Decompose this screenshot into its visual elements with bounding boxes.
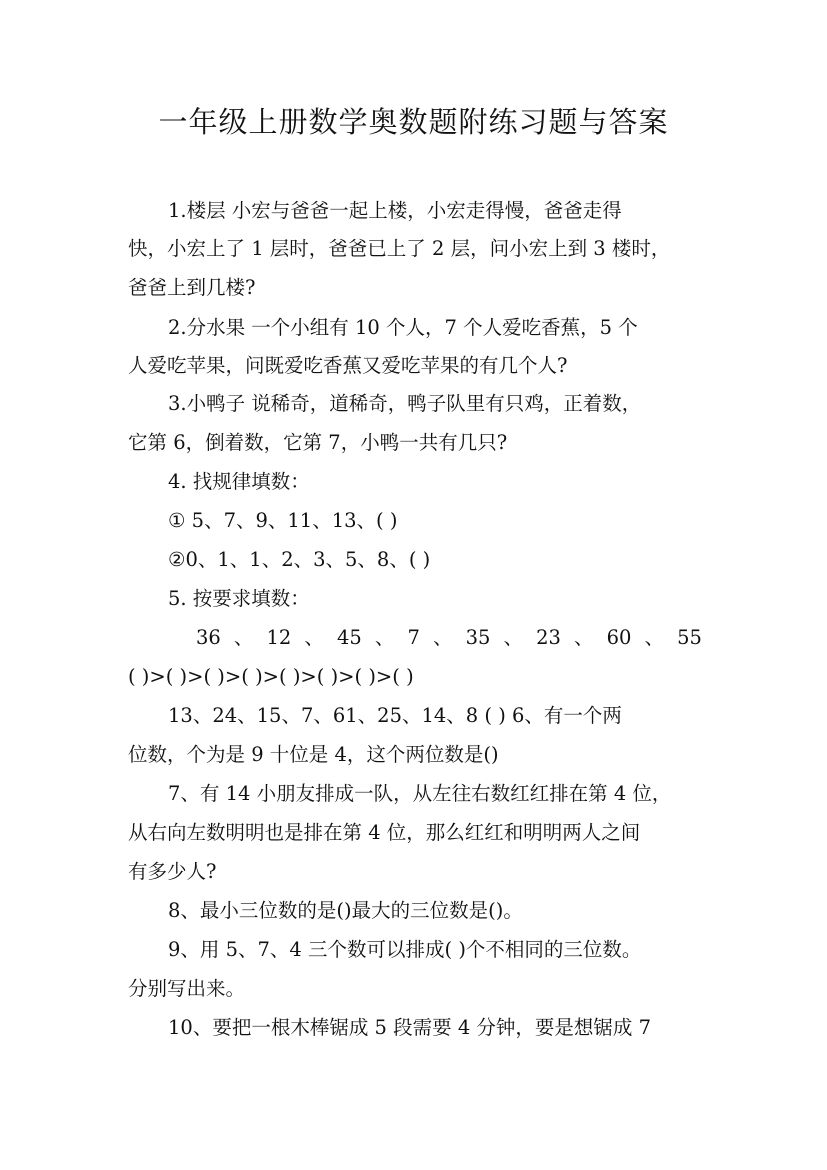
text-line-q7-b: 从右向左数明明也是排在第 4 位，那么红红和明明两人之间 (128, 821, 641, 844)
number-row-item: 60 (606, 626, 632, 649)
document-title: 一年级上册数学奥数题附练习题与答案 (158, 105, 669, 139)
number-row-separator: 、 (433, 626, 453, 649)
text-line-q8: 8、最小三位数的是()最大的三位数是()。 (168, 899, 523, 922)
number-row-item: 7 (407, 626, 420, 649)
number-row-item: 23 (536, 626, 561, 649)
text-line-q1-c: 爸爸上到几楼? (128, 276, 256, 299)
number-row-item: 45 (337, 626, 362, 649)
number-row-item: 55 (677, 626, 702, 649)
text-line-q4-item1: ① 5、7、9、11、13、( ) (168, 509, 398, 532)
text-line-q5-q6: 13、24、15、7、61、25、14、8 ( ) 6、有一个两 (168, 704, 622, 727)
number-row-item: 12 (266, 626, 292, 649)
text-line-q4-item2: ②0、1、1、2、3、5、8、( ) (168, 548, 431, 571)
text-line-q5-heading: 5. 按要求填数： (168, 587, 310, 610)
text-line-q9-b: 分别写出来。 (128, 977, 246, 1000)
text-line-q10-a: 10、要把一根木棒锯成 5 段需要 4 分钟，要是想锯成 7 (168, 1016, 652, 1039)
number-row-separator: 、 (644, 626, 665, 649)
text-line-q6-b: 位数，个为是 9 十位是 4，这个两位数是() (128, 743, 499, 766)
text-line-q2-b: 人爱吃苹果，问既爱吃香蕉又爱吃苹果的有几个人? (128, 354, 568, 377)
text-line-q3-a: 3.小鸭子 说稀奇，道稀奇，鸭子队里有只鸡，正着数， (168, 392, 642, 415)
number-row-separator: 、 (374, 626, 395, 649)
number-row-separator: 、 (574, 626, 594, 649)
text-line-blanks: ( )>( )>( )>( )>( )>( )>( )>( ) (128, 665, 414, 688)
number-row-item: 35 (465, 626, 491, 649)
number-row-separator: 、 (233, 626, 254, 649)
number-row-separator: 、 (304, 626, 324, 649)
text-line-q1-a: 1.楼层 小宏与爸爸一起上楼，小宏走得慢，爸爸走得 (168, 199, 622, 222)
number-row-separator: 、 (503, 626, 524, 649)
text-line-q2-a: 2.分水果 一个小组有 10 个人，7 个人爱吃香蕉，5 个 (168, 316, 638, 339)
number-row (196, 623, 702, 653)
number-row-item: 36 (196, 626, 221, 649)
text-line-q9-a: 9、用 5、7、4 三个数可以排成( )个不相同的三位数。 (168, 938, 642, 961)
text-line-q4-heading: 4. 找规律填数： (168, 470, 310, 493)
text-line-q7-c: 有多少人? (128, 860, 217, 883)
text-line-q7-a: 7、有 14 小朋友排成一队，从左往右数红红排在第 4 位， (168, 782, 672, 805)
text-line-q3-b: 它第 6，倒着数，它第 7，小鸭一共有几只? (128, 431, 508, 454)
text-line-q1-b: 快，小宏上了 1 层时，爸爸已上了 2 层，问小宏上到 3 楼时， (128, 237, 671, 260)
